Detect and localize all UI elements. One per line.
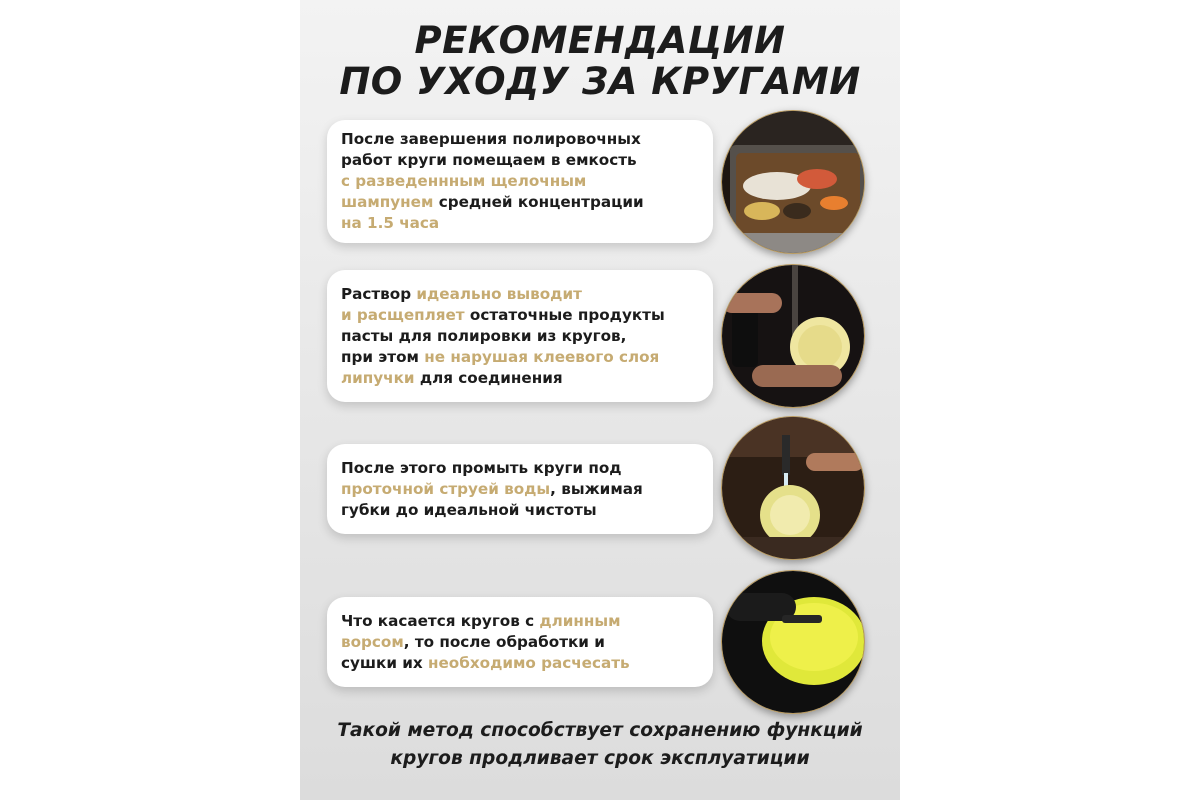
tip-card-4 xyxy=(327,597,713,687)
tip-text-2 xyxy=(341,284,665,389)
rinsing-pad-illustration xyxy=(722,417,864,559)
body-text: остаточные продукты xyxy=(464,305,665,324)
body-text: , то после обработки и xyxy=(403,632,605,651)
tip-card-2 xyxy=(327,270,713,402)
footer-line-1: Такой метод способствует сохранению функций xyxy=(337,720,863,741)
spraying-pad-photo xyxy=(721,264,865,408)
soaking-pads-illustration xyxy=(722,111,864,253)
body-text: После завершения полировочных xyxy=(341,130,641,148)
body-text: при этом xyxy=(341,347,425,366)
highlight-text: необходимо расчесать xyxy=(428,653,630,672)
body-text: После этого промыть круги под xyxy=(341,458,622,477)
highlight-text: проточной струей воды xyxy=(341,479,551,498)
highlight-text: ворсом xyxy=(341,632,404,651)
highlight-text: и расщепляет xyxy=(341,305,465,324)
poster-title-line-2: ПО УХОДУ ЗА КРУГАМИ xyxy=(339,60,861,103)
body-text: губки до идеальной чистоты xyxy=(341,500,597,519)
brushing-pad-photo xyxy=(721,570,865,714)
tip-text-4 xyxy=(341,611,630,674)
highlight-text: не нарушая клеевого слоя xyxy=(424,347,660,366)
body-text: работ круги помещаем в емкость xyxy=(341,151,637,169)
footer-line-2: кругов продливает срок эксплуатиции xyxy=(390,748,810,769)
highlight-text: идеально выводит xyxy=(416,284,582,303)
rinsing-pad-photo xyxy=(721,416,865,560)
highlight-text: на 1.5 часа xyxy=(341,214,440,232)
body-text: для соединения xyxy=(414,368,563,387)
highlight-text: длинным xyxy=(539,611,621,630)
body-text: , выжимая xyxy=(550,479,643,498)
highlight-text: липучки xyxy=(341,368,415,387)
tip-card-3 xyxy=(327,444,713,534)
brushing-pad-illustration xyxy=(722,571,864,713)
body-text: средней концентрации xyxy=(433,193,644,211)
tip-text-3 xyxy=(341,458,643,521)
soaking-pads-photo xyxy=(721,110,865,254)
tip-text-1 xyxy=(341,129,644,234)
highlight-text: шампунем xyxy=(341,193,434,211)
body-text: Раствор xyxy=(341,284,417,303)
spraying-pad-illustration xyxy=(722,265,864,407)
poster-title-line-1: РЕКОМЕНДАЦИИ xyxy=(414,19,786,62)
care-poster xyxy=(300,0,900,800)
body-text: сушки их xyxy=(341,653,428,672)
tip-card-1 xyxy=(327,120,713,243)
highlight-text: с разведеннным щелочным xyxy=(341,172,587,190)
body-text: пасты для полировки из кругов, xyxy=(341,326,627,345)
body-text: Что касается кругов с xyxy=(341,611,540,630)
